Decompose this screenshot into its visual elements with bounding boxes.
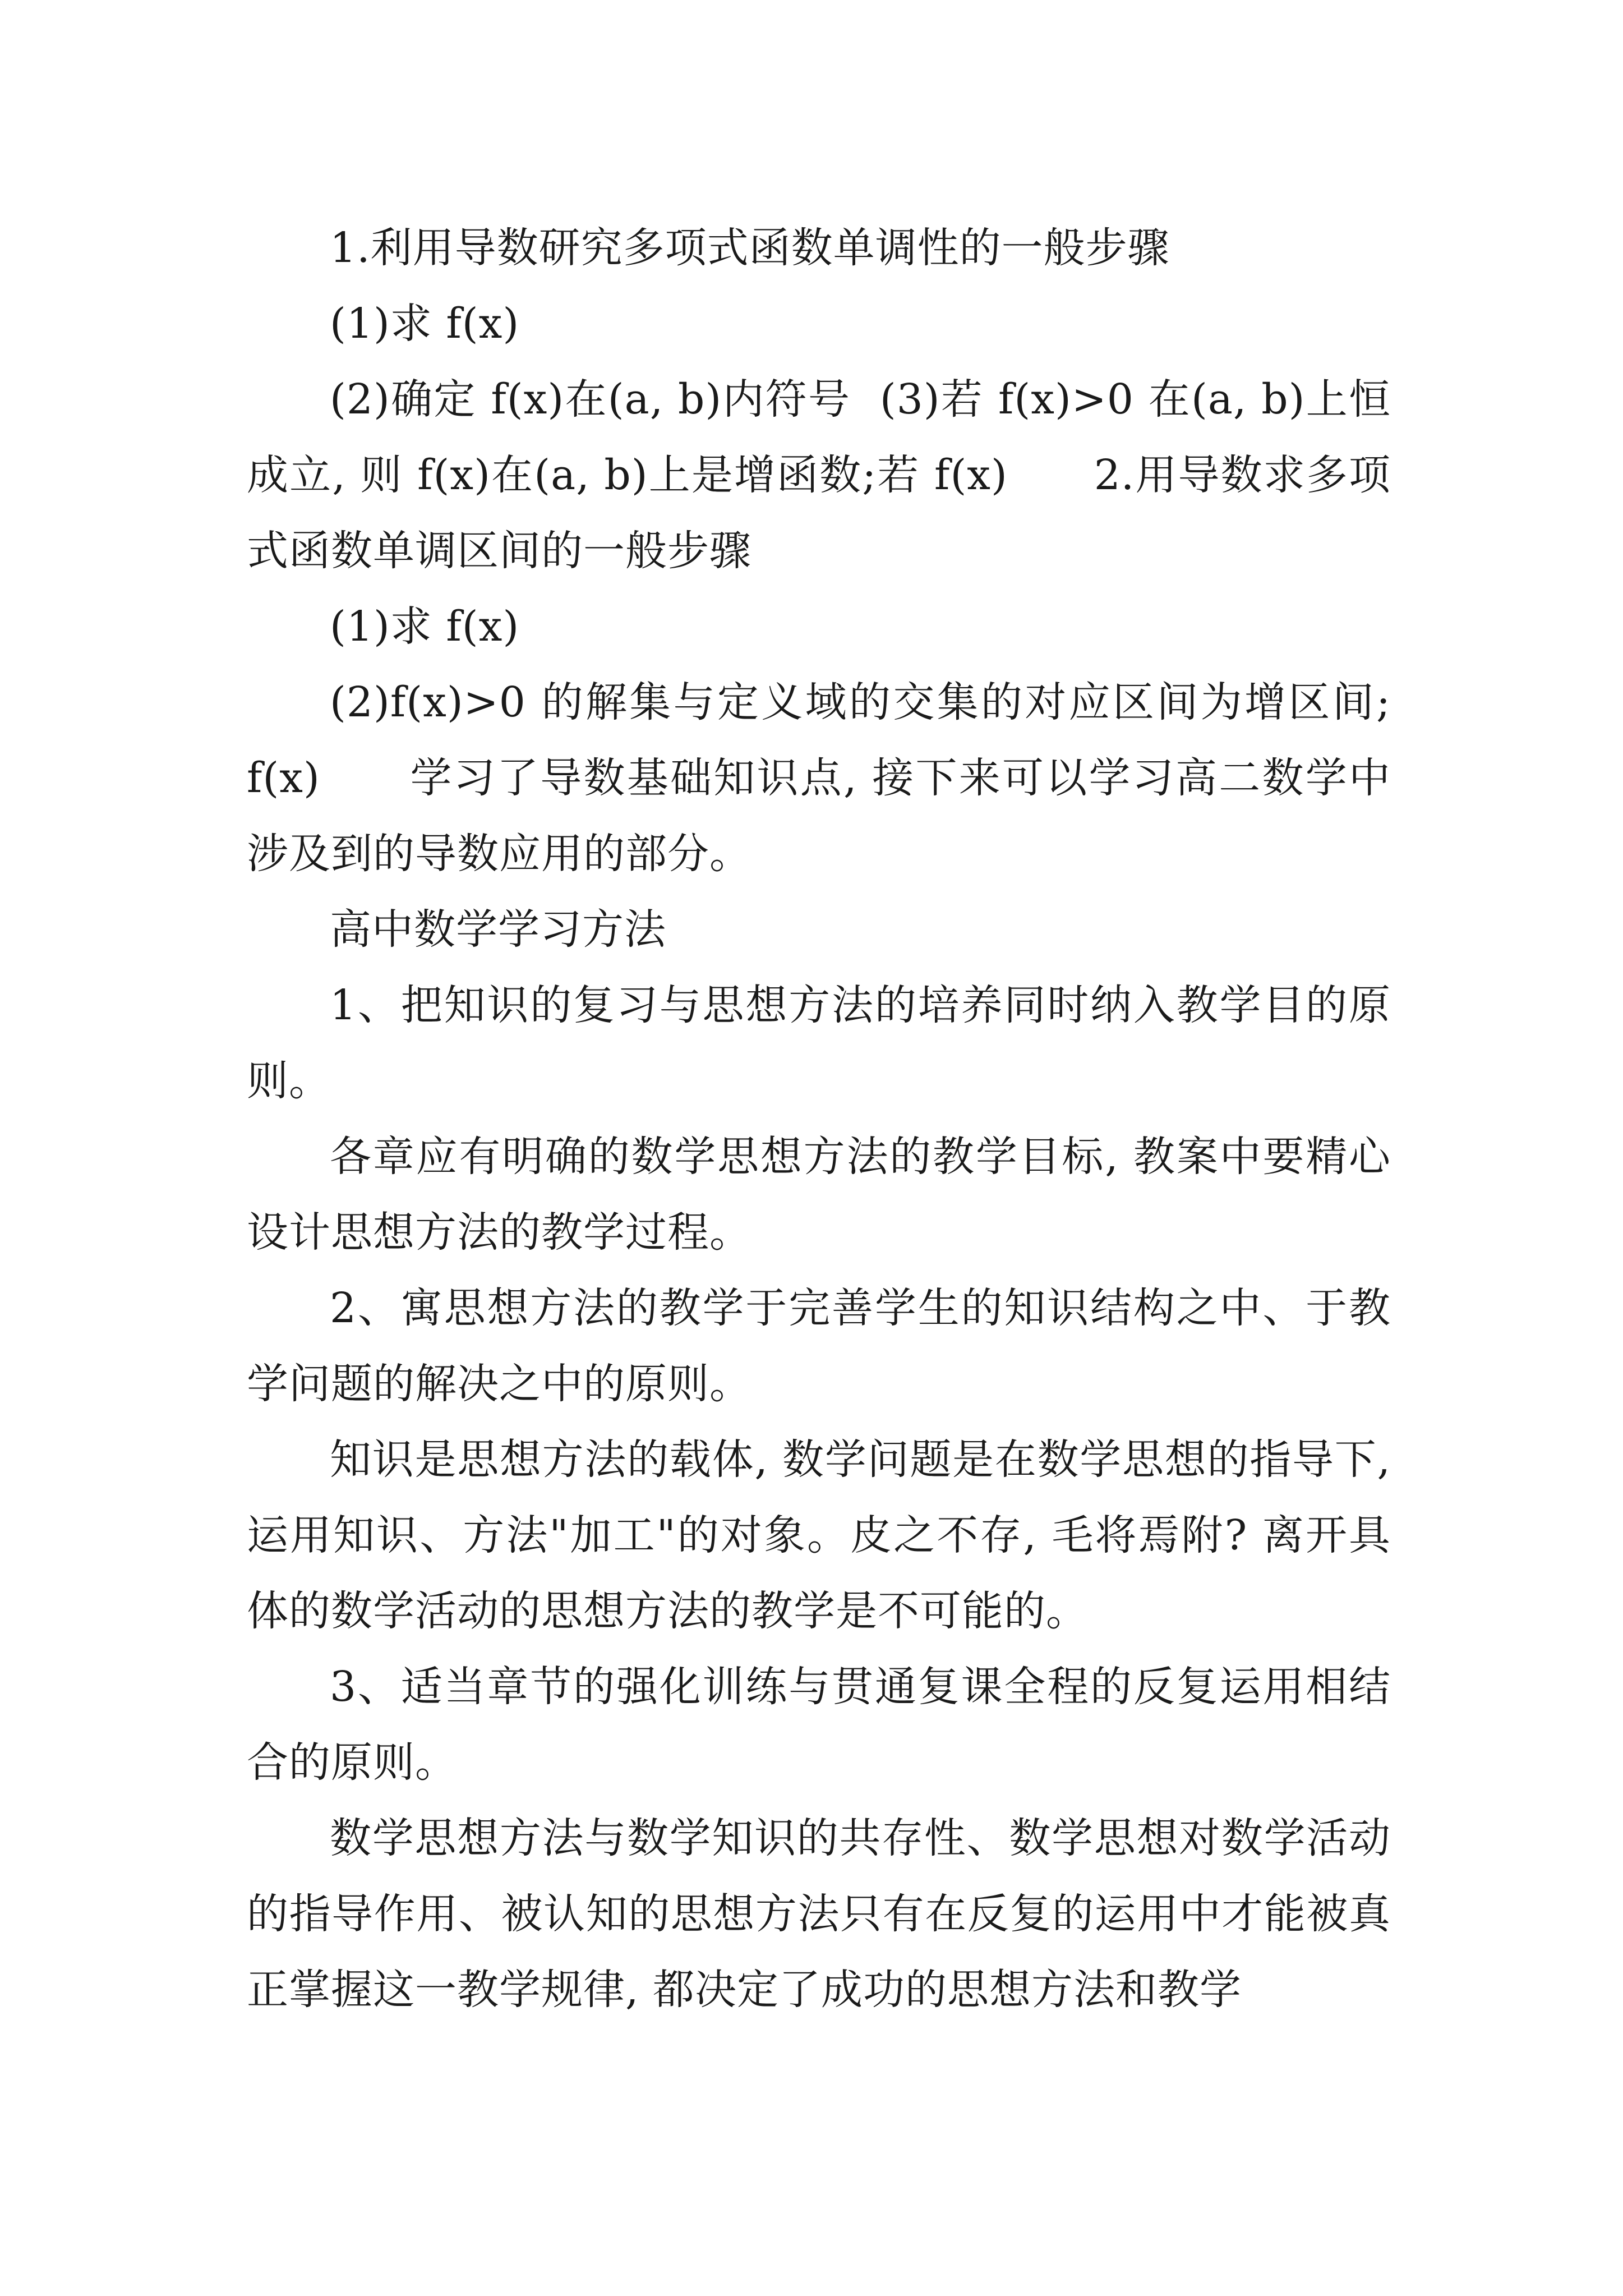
document-body — [247, 210, 1405, 2028]
paragraph: 知识是思想方法的载体, 数学问题是在数学思想的指导下, 运用知识、方法"加工"的对象。皮之不存, 毛将焉附? 离开具体的数学活动的思想方法的教学是不可能的。 — [247, 1435, 1405, 1635]
paragraph: (1)求 f(x) — [330, 602, 520, 651]
paragraph: (2)f(x)>0 的解集与定义域的交集的对应区间为增区间; f(x) 学习了导数基础知识点, 接下来可以学习高二数学中涉及到的导数应用的部分。 — [247, 678, 1405, 878]
paragraph: 高中数学学习方法 — [330, 905, 666, 954]
paragraph: (1)求 f(x) — [330, 300, 520, 348]
paragraph: 1.利用导数研究多项式函数单调性的一般步骤 — [330, 224, 1170, 272]
paragraph: 数学思想方法与数学知识的共存性、数学思想对数学活动的指导作用、被认知的思想方法只有在反复的运用中才能被真正掌握这一教学规律, 都决定了成功的思想方法和教学 — [247, 1814, 1391, 2014]
paragraph: 1、把知识的复习与思想方法的培养同时纳入教学目的原则。 — [247, 981, 1391, 1105]
paragraph: 各章应有明确的数学思想方法的教学目标, 教案中要精心设计思想方法的教学过程。 — [247, 1133, 1391, 1257]
paragraph: (2)确定 f(x)在(a, b)内符号 (3)若 f(x)>0 在(a, b)上恒成立, 则 f(x)在(a, b)上是增函数;若 f(x) 2.用导数求多项式函数单调区间的一般步骤 — [247, 375, 1391, 575]
paragraph: 2、寓思想方法的教学于完善学生的知识结构之中、于教学问题的解决之中的原则。 — [247, 1284, 1391, 1408]
paragraph: 3、适当章节的强化训练与贯通复课全程的反复运用相结合的原则。 — [247, 1663, 1391, 1787]
